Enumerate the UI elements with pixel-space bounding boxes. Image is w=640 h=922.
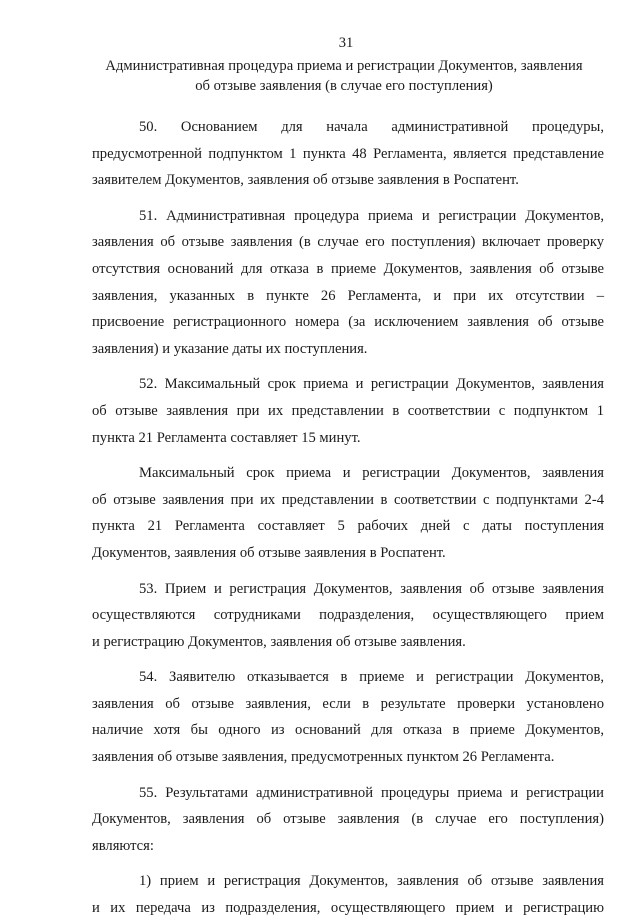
paragraph-line: Документов, заявления об отзыве заявления (в случае его поступления) — [92, 811, 604, 828]
paragraph-line: заявителем Документов, заявления об отзыве заявления в Роспатент. — [92, 172, 519, 189]
paragraph — [92, 664, 604, 770]
body-text — [92, 114, 604, 922]
paragraph-line: об отзыве заявления при их представлении в соответствии с подпунктами 2-4 — [92, 491, 604, 508]
paragraph-line: пункта 21 Регламента составляет 5 рабочих дней с даты поступления — [92, 518, 604, 535]
paragraph-line: заявления об отзыве заявления (в случае его поступления) включает проверку — [92, 234, 604, 251]
paragraph — [92, 203, 604, 363]
paragraph-line: наличие хотя бы одного из оснований для отказа в приеме Документов, — [92, 722, 604, 739]
paragraph-line: 50. Основанием для начала административной процедуры, — [139, 119, 604, 135]
paragraph — [92, 868, 604, 921]
paragraph — [92, 371, 604, 451]
paragraph-gap — [92, 860, 604, 868]
paragraph — [92, 576, 604, 656]
paragraph-gap — [92, 452, 604, 460]
paragraph-line: Максимальный срок приема и регистрации Документов, заявления — [139, 465, 604, 482]
paragraph-gap — [92, 568, 604, 576]
paragraph-line: заявления) и указание даты их поступления. — [92, 340, 368, 357]
paragraph — [92, 114, 604, 194]
paragraph-line: Документов, заявления об отзыве заявления в Роспатент. — [92, 544, 446, 561]
paragraph-line: заявления об отзыве заявления, если в результате проверки установлено — [92, 695, 604, 712]
heading-line-2: об отзыве заявления (в случае его поступления) — [195, 78, 493, 94]
page-number: 31 — [338, 35, 354, 51]
paragraph — [92, 780, 604, 860]
paragraph-line: предусмотренной подпунктом 1 пункта 48 Регламента, является представление — [92, 145, 604, 162]
paragraph-line: 51. Административная процедура приема и регистрации Документов, — [139, 207, 604, 224]
paragraph-line: заявления, указанных в пункте 26 Регламента, и при их отсутствии – — [92, 287, 604, 304]
paragraph-line: 1) прием и регистрация Документов, заявления об отзыве заявления — [139, 873, 604, 890]
section-heading — [84, 56, 604, 96]
paragraph-line: заявления об отзыве заявления, предусмотренных пунктом 26 Регламента. — [92, 749, 555, 766]
paragraph-line: об отзыве заявления при их представлении в соответствии с подпунктом 1 — [92, 402, 604, 419]
paragraph-line: 54. Заявителю отказывается в приеме и регистрации Документов, — [139, 669, 604, 686]
paragraph-line: и регистрацию Документов, заявления об отзыве заявления. — [92, 633, 466, 650]
paragraph-gap — [92, 656, 604, 664]
paragraph-line: отсутствия оснований для отказа в приеме Документов, заявления об отзыве — [92, 260, 604, 277]
paragraph-line: пункта 21 Регламента составляет 15 минут. — [92, 429, 361, 446]
heading-line-1: Административная процедура приема и регистрации Документов, заявления — [105, 58, 583, 74]
paragraph-line: и их передача из подразделения, осуществляющего прием и регистрацию — [92, 900, 604, 917]
paragraph-line: 55. Результатами административной процедуры приема и регистрации — [139, 784, 604, 801]
paragraph-line: являются: — [92, 837, 154, 854]
paragraph-gap — [92, 772, 604, 780]
paragraph-line: 53. Прием и регистрация Документов, заявления об отзыве заявления — [139, 580, 604, 597]
paragraph — [92, 460, 604, 566]
paragraph-line: осуществляются сотрудниками подразделения, осуществляющего прием — [92, 607, 604, 624]
paragraph-line: присвоение регистрационного номера (за исключением заявления об отзыве — [92, 314, 604, 331]
paragraph-line: 52. Максимальный срок приема и регистрации Документов, заявления — [139, 376, 604, 393]
paragraph-gap — [92, 195, 604, 203]
paragraph-gap — [92, 363, 604, 371]
